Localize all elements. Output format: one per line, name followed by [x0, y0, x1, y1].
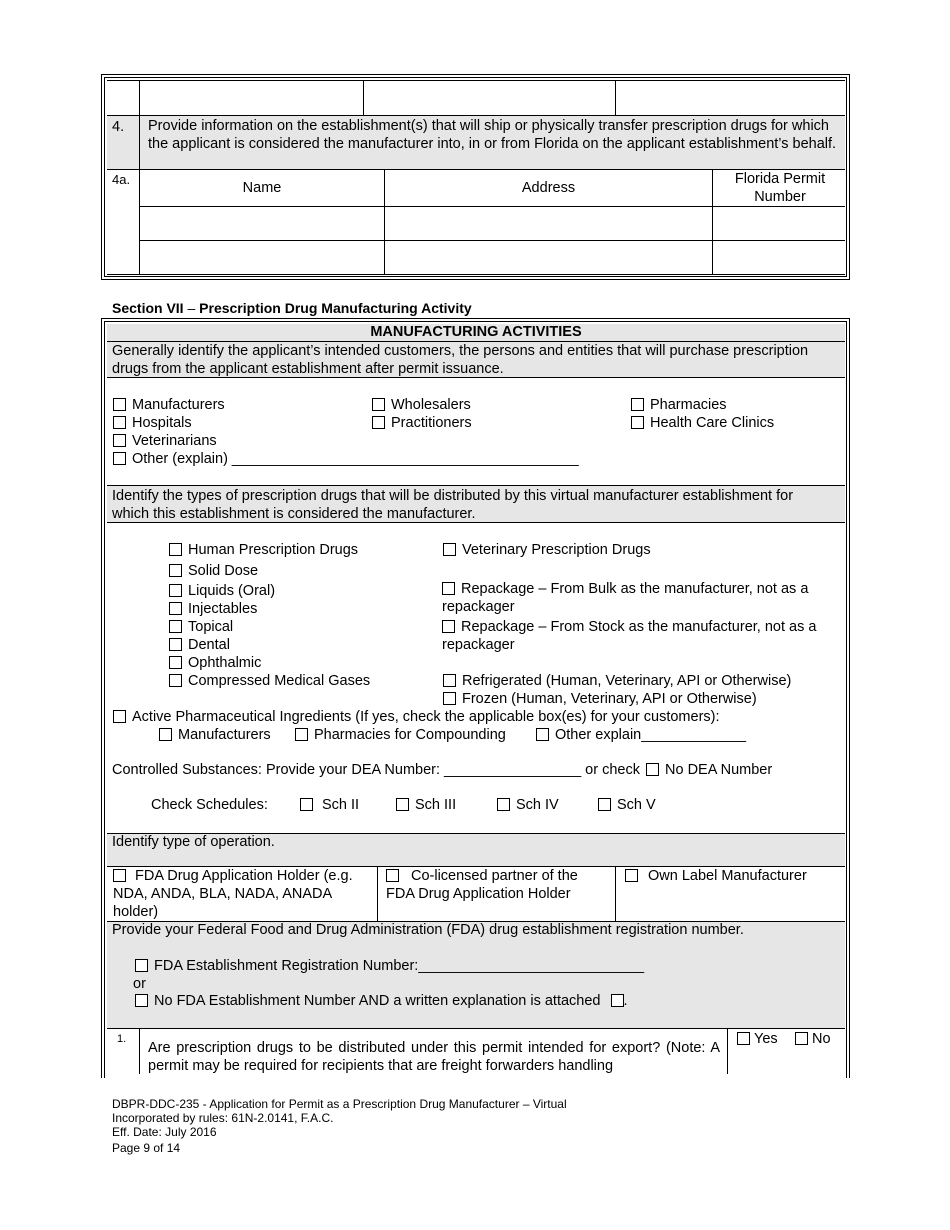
q1-yes[interactable]: Yes [737, 1030, 778, 1048]
q1-no[interactable]: No [795, 1030, 831, 1048]
checkbox[interactable] [169, 584, 182, 597]
drug-injectables[interactable]: Injectables [169, 600, 257, 618]
customer-pharmacies[interactable]: Pharmacies [631, 396, 727, 414]
customer-practitioners[interactable]: Practitioners [372, 414, 472, 432]
checkbox[interactable] [386, 869, 399, 882]
drug-api[interactable]: Active Pharmaceutical Ingredients (If yes, check the applicable box(es) for your customers): [113, 708, 720, 726]
checkbox[interactable] [536, 728, 549, 741]
drug-human[interactable]: Human Prescription Drugs [169, 541, 358, 559]
drug-topical[interactable]: Topical [169, 618, 233, 636]
checkbox[interactable] [443, 674, 456, 687]
api-manufacturers[interactable]: Manufacturers [159, 726, 271, 744]
customer-other[interactable]: Other (explain) ___________________________________________ [113, 450, 579, 468]
drug-refrigerated[interactable]: Refrigerated (Human, Veterinary, API or Otherwise) [443, 672, 791, 690]
checkbox[interactable] [113, 416, 126, 429]
checkbox[interactable] [169, 543, 182, 556]
customer-manufacturers[interactable]: Manufacturers [113, 396, 225, 414]
manufacturing-activities-header: MANUFACTURING ACTIVITIES [370, 324, 582, 340]
checkbox[interactable] [169, 638, 182, 651]
operation-own-label[interactable]: Own Label Manufacturer [625, 867, 807, 885]
drug-repack-stock[interactable]: Repackage – From Stock as the manufacturer, not as a repackager [442, 619, 817, 653]
no-dea-label: No DEA Number [665, 762, 773, 778]
schedule-4[interactable]: Sch IV [497, 796, 559, 814]
checkbox[interactable] [598, 798, 611, 811]
checkbox[interactable] [113, 434, 126, 447]
explanation-attached-checkbox[interactable] [611, 994, 624, 1007]
customer-veterinarians[interactable]: Veterinarians [113, 432, 217, 450]
checkbox[interactable] [497, 798, 510, 811]
drug-ophthalmic[interactable]: Ophthalmic [169, 654, 261, 672]
customer-wholesalers[interactable]: Wholesalers [372, 396, 471, 414]
checkbox[interactable] [372, 416, 385, 429]
checkbox[interactable] [625, 869, 638, 882]
q1-number: 1. [117, 1033, 127, 1045]
q1-text: Are prescription drugs to be distributed under this permit intended for export? (Note: A permit may be required for recipients that are freight forwarders handling [148, 1040, 720, 1074]
item4a-number: 4a. [112, 172, 131, 187]
checkbox[interactable] [396, 798, 409, 811]
checkbox[interactable] [295, 728, 308, 741]
checkbox[interactable] [169, 602, 182, 615]
checkbox[interactable] [372, 398, 385, 411]
no-dea-checkbox[interactable] [646, 763, 659, 776]
checkbox[interactable] [159, 728, 172, 741]
checkbox[interactable] [135, 994, 148, 1007]
fda-none[interactable]: No FDA Establishment Number AND a written explanation is attached . [135, 992, 628, 1010]
checkbox[interactable] [169, 674, 182, 687]
footer-line-1: DBPR-DDC-235 - Application for Permit as a Prescription Drug Manufacturer – Virtual [112, 1097, 567, 1111]
checkbox[interactable] [169, 656, 182, 669]
customers-prompt: Generally identify the applicant’s intended customers, the persons and entities that will purchase prescription drugs from the applicant establishment after permit issuance. [112, 343, 809, 377]
checkbox[interactable] [737, 1032, 750, 1045]
checkbox[interactable] [300, 798, 313, 811]
checkbox[interactable] [795, 1032, 808, 1045]
footer-line-3: Eff. Date: July 2016 [112, 1125, 217, 1139]
customer-hospitals[interactable]: Hospitals [113, 414, 192, 432]
checkbox[interactable] [113, 398, 126, 411]
fda-or: or [133, 976, 146, 992]
checkbox[interactable] [113, 710, 126, 723]
schedule-5[interactable]: Sch V [598, 796, 656, 814]
drug-veterinary[interactable]: Veterinary Prescription Drugs [443, 541, 651, 559]
checkbox[interactable] [169, 564, 182, 577]
drug-repack-bulk[interactable]: Repackage – From Bulk as the manufacturer, not as a repackager [442, 581, 809, 615]
column-permit-header: Florida Permit Number [734, 171, 826, 205]
checkbox[interactable] [169, 620, 182, 633]
check-schedules-label: Check Schedules: [151, 797, 268, 813]
fda-prompt: Provide your Federal Food and Drug Administration (FDA) drug establishment registration number. [112, 922, 744, 938]
checkbox[interactable] [442, 582, 455, 595]
drug-solid-dose[interactable]: Solid Dose [169, 562, 258, 580]
drug-compressed-gases[interactable]: Compressed Medical Gases [169, 672, 370, 690]
operation-colicensed[interactable]: Co-licensed partner of the FDA Drug Application Holder [386, 868, 578, 902]
item4-number: 4. [112, 119, 125, 135]
schedule-3[interactable]: Sch III [396, 796, 456, 814]
controlled-substances: Controlled Substances: Provide your DEA Number: _________________ or check No DEA Number [112, 762, 773, 778]
api-pharmacies[interactable]: Pharmacies for Compounding [295, 726, 506, 744]
checkbox[interactable] [631, 416, 644, 429]
section-title: Section VII – Prescription Drug Manufacturing Activity [112, 300, 472, 316]
customer-health-care-clinics[interactable]: Health Care Clinics [631, 414, 774, 432]
operation-fda-holder[interactable]: FDA Drug Application Holder (e.g. NDA, ANDA, BLA, NADA, ANADA holder) [113, 868, 353, 920]
checkbox[interactable] [113, 452, 126, 465]
drug-types-prompt: Identify the types of prescription drugs that will be distributed by this virtual manufacturer establishment for which this establishment is considered the manufacturer. [112, 488, 794, 522]
checkbox[interactable] [135, 959, 148, 972]
drug-liquids[interactable]: Liquids (Oral) [169, 582, 275, 600]
api-other[interactable]: Other explain_____________ [536, 726, 746, 744]
item4-text: Provide information on the establishment(s) that will ship or physically transfer prescription drugs for which the applicant is considered the manufacturer into, in or from Florida on the applicant establishment’s behalf. [148, 118, 837, 152]
operation-prompt: Identify type of operation. [112, 834, 275, 850]
column-address-header: Address [521, 180, 576, 196]
column-name-header: Name [242, 180, 282, 196]
fda-registration[interactable]: FDA Establishment Registration Number:____________________________ [135, 957, 644, 975]
footer-line-2: Incorporated by rules: 61N-2.0141, F.A.C. [112, 1111, 334, 1125]
footer-page: Page 9 of 14 [112, 1141, 181, 1155]
schedule-2[interactable]: Sch II [300, 796, 359, 814]
checkbox[interactable] [443, 692, 456, 705]
checkbox[interactable] [631, 398, 644, 411]
drug-frozen[interactable]: Frozen (Human, Veterinary, API or Otherwise) [443, 690, 757, 708]
checkbox[interactable] [442, 620, 455, 633]
checkbox[interactable] [443, 543, 456, 556]
checkbox[interactable] [113, 869, 126, 882]
drug-dental[interactable]: Dental [169, 636, 230, 654]
